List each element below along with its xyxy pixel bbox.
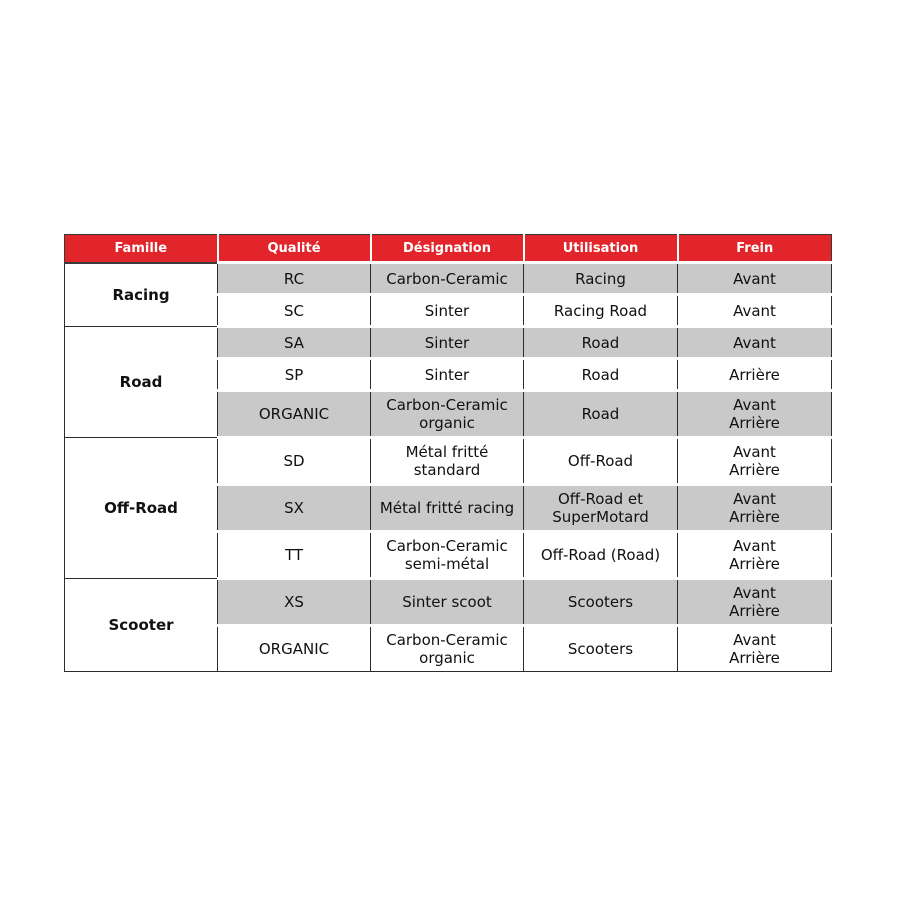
famille-cell: Road [65, 327, 218, 438]
frein-text: Avant [733, 631, 776, 649]
designation-cell [371, 626, 524, 672]
frein-text: Avant [733, 301, 776, 320]
qualite-cell: SP [218, 359, 371, 391]
utilisation-text: Off-Road [567, 452, 634, 470]
frein-text: Avant [733, 396, 776, 414]
frein-cell [678, 485, 832, 532]
designation-text: Sinter [424, 333, 470, 352]
utilisation-cell [524, 626, 678, 672]
qualite-cell: SC [218, 295, 371, 327]
utilisation-text: Road [581, 405, 620, 423]
frein-cell [678, 391, 832, 438]
designation-cell [371, 263, 524, 295]
frein-cell [678, 359, 832, 391]
utilisation-text: Road [581, 365, 620, 384]
utilisation-cell [524, 579, 678, 626]
frein-text: Arrière [729, 508, 780, 526]
designation-cell [371, 438, 524, 485]
designation-text: standard [413, 461, 481, 479]
utilisation-text: Scooters [567, 593, 634, 611]
designation-cell [371, 391, 524, 438]
frein-text: Avant [733, 584, 776, 602]
frein-text: Avant [733, 537, 776, 555]
table-header [65, 235, 832, 263]
famille-cell: Off-Road [65, 438, 218, 579]
designation-text: semi-métal [404, 555, 490, 573]
frein-cell [678, 295, 832, 327]
frein-cell [678, 532, 832, 579]
designation-text: Sinter [424, 301, 470, 320]
qualite-cell: SX [218, 485, 371, 532]
frein-text: Avant [733, 490, 776, 508]
designation-text: Carbon-Ceramic [386, 396, 508, 414]
qualite-cell: ORGANIC [218, 626, 371, 672]
qualite-cell: TT [218, 532, 371, 579]
utilisation-cell [524, 327, 678, 359]
qualite-cell: XS [218, 579, 371, 626]
designation-text: Métal fritté [405, 443, 489, 461]
frein-text: Arrière [729, 365, 780, 384]
utilisation-cell [524, 263, 678, 295]
designation-text: Métal fritté racing [379, 499, 515, 517]
frein-text: Arrière [729, 461, 780, 479]
designation-cell [371, 579, 524, 626]
frein-cell [678, 579, 832, 626]
famille-cell: Racing [65, 263, 218, 327]
utilisation-text: SuperMotard [552, 508, 649, 526]
utilisation-text: Scooters [567, 640, 634, 658]
frein-cell [678, 438, 832, 485]
frein-cell [678, 626, 832, 672]
designation-text: Carbon-Ceramic [386, 631, 508, 649]
qualite-cell: SD [218, 438, 371, 485]
designation-text: Sinter [424, 365, 470, 384]
header-frein: Frein [678, 235, 832, 263]
utilisation-cell [524, 438, 678, 485]
utilisation-cell [524, 295, 678, 327]
utilisation-cell [524, 532, 678, 579]
frein-cell [678, 263, 832, 295]
designation-cell [371, 295, 524, 327]
utilisation-cell [524, 391, 678, 438]
famille-cell: Scooter [65, 579, 218, 672]
header-designation: Désignation [371, 235, 524, 263]
designation-text: Carbon-Ceramic [386, 537, 508, 555]
frein-text: Arrière [729, 414, 780, 432]
frein-cell [678, 327, 832, 359]
utilisation-cell [524, 485, 678, 532]
utilisation-text: Racing Road [553, 301, 648, 320]
utilisation-cell [524, 359, 678, 391]
frein-text: Avant [733, 333, 776, 352]
designation-cell [371, 359, 524, 391]
utilisation-text: Off-Road (Road) [540, 546, 661, 564]
header-famille: Famille [65, 235, 218, 263]
table-row [65, 579, 832, 626]
table-body [65, 263, 832, 672]
header-qualite: Qualité [218, 235, 371, 263]
designation-cell [371, 532, 524, 579]
table-row [65, 438, 832, 485]
qualite-cell: RC [218, 263, 371, 295]
qualite-cell: ORGANIC [218, 391, 371, 438]
header-row [65, 235, 832, 263]
utilisation-text: Off-Road et [557, 490, 644, 508]
designation-text: organic [419, 649, 475, 667]
brake-pad-table-container [64, 234, 831, 672]
designation-text: Sinter scoot [402, 593, 492, 611]
qualite-cell: SA [218, 327, 371, 359]
frein-text: Arrière [729, 602, 780, 620]
designation-cell [371, 327, 524, 359]
frein-text: Avant [733, 443, 776, 461]
designation-text: Carbon-Ceramic [386, 269, 508, 288]
utilisation-text: Racing [575, 269, 626, 288]
frein-text: Arrière [729, 649, 780, 667]
frein-text: Arrière [729, 555, 780, 573]
designation-cell [371, 485, 524, 532]
frein-text: Avant [733, 269, 776, 288]
utilisation-text: Road [581, 333, 620, 352]
brake-pad-table [64, 234, 832, 672]
table-row [65, 263, 832, 295]
designation-text: organic [419, 414, 475, 432]
table-row [65, 327, 832, 359]
header-utilisation: Utilisation [524, 235, 678, 263]
